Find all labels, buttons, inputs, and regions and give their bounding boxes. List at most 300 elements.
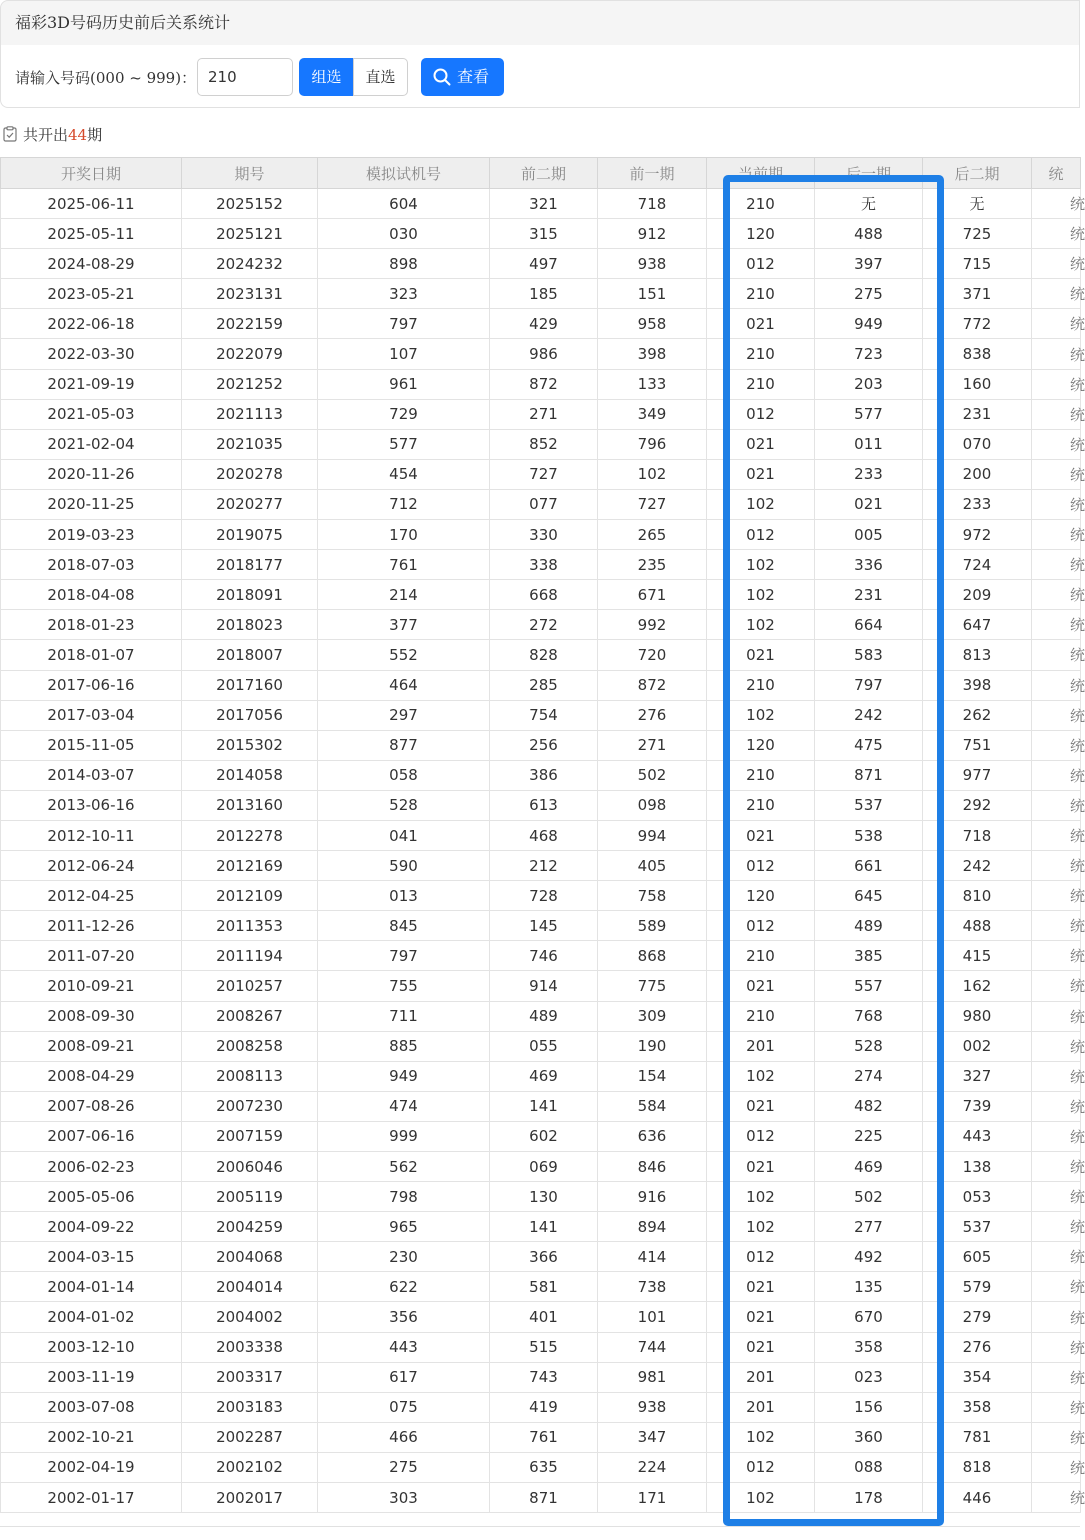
cell-next-one: 664	[815, 610, 923, 640]
cell-issue-number: 2008267	[182, 1001, 318, 1031]
col-test-number: 模拟试机号	[318, 158, 490, 189]
cell-test-number: 356	[318, 1302, 490, 1332]
cell-draw-date: 2004-01-02	[1, 1302, 182, 1332]
cell-next-one: 557	[815, 971, 923, 1001]
cell-draw-date: 2008-04-29	[1, 1061, 182, 1091]
page-title: 福彩3D号码历史前后关系统计	[0, 0, 1080, 46]
cell-prev-two: 489	[490, 1001, 598, 1031]
cell-prev-two: 256	[490, 730, 598, 760]
cell-next-one: 482	[815, 1091, 923, 1121]
cell-draw-date: 2002-04-19	[1, 1452, 182, 1482]
table-row	[1, 1242, 1081, 1272]
cell-prev-two: 468	[490, 820, 598, 850]
cell-test-number: 466	[318, 1422, 490, 1452]
cell-next-one: 203	[815, 369, 923, 399]
cell-draw-date: 2012-04-25	[1, 881, 182, 911]
cell-next-two: 725	[923, 219, 1032, 249]
cell-next-two: 398	[923, 670, 1032, 700]
cell-issue-number: 2017056	[182, 700, 318, 730]
cell-draw-date: 2002-10-21	[1, 1422, 182, 1452]
cell-current: 012	[707, 911, 815, 941]
number-input[interactable]	[197, 58, 293, 96]
table-body	[1, 189, 1085, 1513]
cell-stats: 统	[1032, 1121, 1081, 1151]
cell-next-one: 488	[815, 219, 923, 249]
cell-prev-two: 330	[490, 520, 598, 550]
cell-prev-one: 154	[598, 1061, 707, 1091]
cell-draw-date: 2007-06-16	[1, 1121, 182, 1151]
cell-prev-one: 912	[598, 219, 707, 249]
cell-prev-two: 419	[490, 1392, 598, 1422]
cell-prev-one: 584	[598, 1091, 707, 1121]
table-row	[1, 911, 1081, 941]
table-row	[1, 851, 1081, 881]
cell-next-one: 583	[815, 640, 923, 670]
table-row	[1, 489, 1081, 519]
cell-issue-number: 2004002	[182, 1302, 318, 1332]
cell-prev-one: 738	[598, 1272, 707, 1302]
cell-current: 012	[707, 1121, 815, 1151]
cell-draw-date: 2025-05-11	[1, 219, 182, 249]
cell-prev-two: 497	[490, 249, 598, 279]
cell-next-two: 537	[923, 1212, 1032, 1242]
cell-issue-number: 2019075	[182, 520, 318, 550]
cell-draw-date: 2018-01-07	[1, 640, 182, 670]
cell-issue-number: 2002102	[182, 1452, 318, 1482]
cell-prev-two: 145	[490, 911, 598, 941]
cell-current: 120	[707, 730, 815, 760]
cell-issue-number: 2020277	[182, 489, 318, 519]
table-row	[1, 1272, 1081, 1302]
cell-issue-number: 2004068	[182, 1242, 318, 1272]
cell-next-two: 262	[923, 700, 1032, 730]
cell-prev-one: 405	[598, 851, 707, 881]
cell-next-one: 502	[815, 1182, 923, 1212]
cell-stats: 统	[1032, 309, 1081, 339]
cell-prev-one: 349	[598, 399, 707, 429]
cell-current: 102	[707, 700, 815, 730]
cell-stats: 统	[1032, 369, 1081, 399]
cell-prev-two: 727	[490, 459, 598, 489]
cell-test-number: 041	[318, 820, 490, 850]
cell-next-one: 528	[815, 1031, 923, 1061]
cell-issue-number: 2023131	[182, 279, 318, 309]
table-row	[1, 520, 1081, 550]
cell-current: 021	[707, 429, 815, 459]
cell-next-one: 088	[815, 1452, 923, 1482]
cell-stats: 统	[1032, 820, 1081, 850]
table-row	[1, 1121, 1081, 1151]
cell-test-number: 949	[318, 1061, 490, 1091]
cell-test-number: 622	[318, 1272, 490, 1302]
cell-test-number: 528	[318, 790, 490, 820]
cell-next-two: 977	[923, 760, 1032, 790]
cell-test-number: 275	[318, 1452, 490, 1482]
cell-stats: 统	[1032, 1182, 1081, 1212]
cell-draw-date: 2014-03-07	[1, 760, 182, 790]
cell-next-two: 209	[923, 580, 1032, 610]
cell-prev-one: 727	[598, 489, 707, 519]
cell-test-number: 075	[318, 1392, 490, 1422]
table-row	[1, 1212, 1081, 1242]
table-row	[1, 730, 1081, 760]
cell-test-number: 058	[318, 760, 490, 790]
table-row	[1, 1362, 1081, 1392]
cell-stats: 统	[1032, 339, 1081, 369]
cell-next-two: 718	[923, 820, 1032, 850]
cell-prev-one: 720	[598, 640, 707, 670]
cell-current: 102	[707, 610, 815, 640]
table-header-row	[1, 158, 1081, 189]
cell-next-one: 661	[815, 851, 923, 881]
cell-draw-date: 2018-01-23	[1, 610, 182, 640]
table-row	[1, 369, 1081, 399]
view-button[interactable]	[421, 58, 504, 96]
cell-next-one: 135	[815, 1272, 923, 1302]
cell-prev-two: 469	[490, 1061, 598, 1091]
cell-next-one: 225	[815, 1121, 923, 1151]
cell-next-one: 233	[815, 459, 923, 489]
cell-prev-two: 212	[490, 851, 598, 881]
table-row	[1, 1182, 1081, 1212]
cell-prev-two: 338	[490, 550, 598, 580]
cell-current: 012	[707, 249, 815, 279]
cell-stats: 统	[1032, 1332, 1081, 1362]
cell-next-two: 781	[923, 1422, 1032, 1452]
cell-prev-one: 636	[598, 1121, 707, 1151]
cell-issue-number: 2025121	[182, 219, 318, 249]
cell-next-one: 723	[815, 339, 923, 369]
cell-next-one: 277	[815, 1212, 923, 1242]
direct-mode-button[interactable]: 直选	[353, 58, 408, 96]
cell-stats: 统	[1032, 1392, 1081, 1422]
cell-draw-date: 2010-09-21	[1, 971, 182, 1001]
cell-prev-two: 321	[490, 189, 598, 219]
cell-current: 210	[707, 670, 815, 700]
cell-draw-date: 2024-08-29	[1, 249, 182, 279]
cell-prev-one: 235	[598, 550, 707, 580]
cell-next-two: 818	[923, 1452, 1032, 1482]
cell-issue-number: 2012109	[182, 881, 318, 911]
table-row	[1, 1091, 1081, 1121]
cell-next-two: 358	[923, 1392, 1032, 1422]
cell-stats: 统	[1032, 1212, 1081, 1242]
table-row	[1, 1152, 1081, 1182]
clipboard-icon	[3, 126, 17, 142]
cell-issue-number: 2013160	[182, 790, 318, 820]
cell-test-number: 170	[318, 520, 490, 550]
col-prev-one: 前一期	[598, 158, 707, 189]
cell-stats: 统	[1032, 1242, 1081, 1272]
cell-next-two: 053	[923, 1182, 1032, 1212]
cell-next-two: 292	[923, 790, 1032, 820]
cell-stats: 统	[1032, 1483, 1081, 1513]
cell-next-two: 200	[923, 459, 1032, 489]
cell-current: 201	[707, 1362, 815, 1392]
cell-stats: 统	[1032, 911, 1081, 941]
cell-test-number: 845	[318, 911, 490, 941]
cell-prev-one: 758	[598, 881, 707, 911]
cell-test-number: 999	[318, 1121, 490, 1151]
cell-prev-two: 668	[490, 580, 598, 610]
cell-prev-one: 190	[598, 1031, 707, 1061]
cell-draw-date: 2021-05-03	[1, 399, 182, 429]
cell-stats: 统	[1032, 1001, 1081, 1031]
cell-prev-one: 133	[598, 369, 707, 399]
cell-current: 021	[707, 1152, 815, 1182]
cell-issue-number: 2003183	[182, 1392, 318, 1422]
cell-issue-number: 2004014	[182, 1272, 318, 1302]
cell-test-number: 761	[318, 550, 490, 580]
cell-issue-number: 2022159	[182, 309, 318, 339]
table-row	[1, 1452, 1081, 1482]
table-row	[1, 339, 1081, 369]
cell-prev-two: 746	[490, 941, 598, 971]
cell-prev-two: 315	[490, 219, 598, 249]
cell-next-two: 354	[923, 1362, 1032, 1392]
cell-next-one: 274	[815, 1061, 923, 1091]
cell-stats: 统	[1032, 670, 1081, 700]
cell-test-number: 965	[318, 1212, 490, 1242]
cell-issue-number: 2002017	[182, 1483, 318, 1513]
cell-draw-date: 2017-03-04	[1, 700, 182, 730]
table-row	[1, 1483, 1081, 1513]
table-row	[1, 670, 1081, 700]
cell-stats: 统	[1032, 851, 1081, 881]
cell-next-two: 231	[923, 399, 1032, 429]
col-next-two: 后二期	[923, 158, 1032, 189]
cell-draw-date: 2025-06-11	[1, 189, 182, 219]
cell-next-one: 670	[815, 1302, 923, 1332]
cell-test-number: 107	[318, 339, 490, 369]
search-icon	[433, 68, 451, 86]
cell-next-one: 492	[815, 1242, 923, 1272]
cell-stats: 统	[1032, 1422, 1081, 1452]
cell-stats: 统	[1032, 219, 1081, 249]
cell-issue-number: 2014058	[182, 760, 318, 790]
cell-current: 210	[707, 941, 815, 971]
cell-current: 210	[707, 760, 815, 790]
cell-test-number: 377	[318, 610, 490, 640]
cell-next-two: 138	[923, 1152, 1032, 1182]
cell-draw-date: 2021-09-19	[1, 369, 182, 399]
cell-test-number: 729	[318, 399, 490, 429]
table-row	[1, 309, 1081, 339]
cell-issue-number: 2021252	[182, 369, 318, 399]
cell-prev-two: 613	[490, 790, 598, 820]
cell-prev-one: 589	[598, 911, 707, 941]
cell-stats: 统	[1032, 640, 1081, 670]
history-table	[0, 157, 1085, 1513]
cell-stats: 统	[1032, 1272, 1081, 1302]
cell-next-one: 537	[815, 790, 923, 820]
cell-stats: 统	[1032, 700, 1081, 730]
table-row	[1, 580, 1081, 610]
cell-next-one: 385	[815, 941, 923, 971]
cell-draw-date: 2003-11-19	[1, 1362, 182, 1392]
cell-prev-one: 846	[598, 1152, 707, 1182]
cell-prev-two: 871	[490, 1483, 598, 1513]
cell-issue-number: 2005119	[182, 1182, 318, 1212]
cell-next-two: 无	[923, 189, 1032, 219]
cell-issue-number: 2008258	[182, 1031, 318, 1061]
cell-next-one: 949	[815, 309, 923, 339]
table-row	[1, 1031, 1081, 1061]
cell-prev-one: 958	[598, 309, 707, 339]
cell-issue-number: 2017160	[182, 670, 318, 700]
cell-prev-one: 098	[598, 790, 707, 820]
col-draw-date: 开奖日期	[1, 158, 182, 189]
cell-stats: 统	[1032, 1061, 1081, 1091]
cell-next-one: 577	[815, 399, 923, 429]
cell-draw-date: 2018-04-08	[1, 580, 182, 610]
cell-prev-two: 852	[490, 429, 598, 459]
cell-test-number: 474	[318, 1091, 490, 1121]
cell-prev-two: 761	[490, 1422, 598, 1452]
cell-prev-two: 872	[490, 369, 598, 399]
table-row	[1, 941, 1081, 971]
cell-current: 021	[707, 820, 815, 850]
cell-prev-one: 981	[598, 1362, 707, 1392]
footer-strip	[0, 1526, 1080, 1540]
cell-test-number: 712	[318, 489, 490, 519]
cell-current: 012	[707, 851, 815, 881]
table-row	[1, 790, 1081, 820]
cell-draw-date: 2004-01-14	[1, 1272, 182, 1302]
cell-stats: 统	[1032, 1152, 1081, 1182]
table-row	[1, 1061, 1081, 1091]
cell-current: 102	[707, 580, 815, 610]
cell-draw-date: 2008-09-30	[1, 1001, 182, 1031]
table-row	[1, 640, 1081, 670]
cell-prev-two: 185	[490, 279, 598, 309]
cell-stats: 统	[1032, 459, 1081, 489]
table-row	[1, 189, 1081, 219]
table-row	[1, 1302, 1081, 1332]
cell-prev-two: 986	[490, 339, 598, 369]
cell-next-one: 358	[815, 1332, 923, 1362]
col-prev-two: 前二期	[490, 158, 598, 189]
cell-next-two: 233	[923, 489, 1032, 519]
group-mode-button[interactable]: 组选	[299, 58, 354, 96]
cell-next-two: 751	[923, 730, 1032, 760]
cell-stats: 统	[1032, 1031, 1081, 1061]
cell-prev-two: 055	[490, 1031, 598, 1061]
cell-test-number: 885	[318, 1031, 490, 1061]
cell-prev-one: 718	[598, 189, 707, 219]
cell-issue-number: 2004259	[182, 1212, 318, 1242]
result-count	[3, 124, 102, 145]
cell-stats: 统	[1032, 1091, 1081, 1121]
cell-test-number: 562	[318, 1152, 490, 1182]
cell-prev-two: 069	[490, 1152, 598, 1182]
table-row	[1, 820, 1081, 850]
cell-prev-one: 151	[598, 279, 707, 309]
cell-next-one: 768	[815, 1001, 923, 1031]
cell-issue-number: 2008113	[182, 1061, 318, 1091]
cell-prev-one: 744	[598, 1332, 707, 1362]
cell-prev-one: 102	[598, 459, 707, 489]
cell-prev-one: 171	[598, 1483, 707, 1513]
cell-current: 120	[707, 219, 815, 249]
cell-next-two: 276	[923, 1332, 1032, 1362]
cell-issue-number: 2002287	[182, 1422, 318, 1452]
cell-prev-one: 916	[598, 1182, 707, 1212]
cell-test-number: 464	[318, 670, 490, 700]
cell-stats: 统	[1032, 971, 1081, 1001]
cell-issue-number: 2022079	[182, 339, 318, 369]
cell-current: 120	[707, 881, 815, 911]
cell-next-two: 327	[923, 1061, 1032, 1091]
cell-test-number: 323	[318, 279, 490, 309]
cell-prev-two: 386	[490, 760, 598, 790]
cell-next-one: 023	[815, 1362, 923, 1392]
cell-prev-one: 271	[598, 730, 707, 760]
cell-draw-date: 2020-11-25	[1, 489, 182, 519]
cell-issue-number: 2025152	[182, 189, 318, 219]
cell-draw-date: 2003-07-08	[1, 1392, 182, 1422]
cell-stats: 统	[1032, 249, 1081, 279]
cell-prev-one: 347	[598, 1422, 707, 1452]
cell-current: 021	[707, 971, 815, 1001]
table-row	[1, 1422, 1081, 1452]
cell-prev-two: 743	[490, 1362, 598, 1392]
cell-prev-one: 276	[598, 700, 707, 730]
cell-next-two: 002	[923, 1031, 1032, 1061]
cell-current: 021	[707, 459, 815, 489]
cell-test-number: 552	[318, 640, 490, 670]
cell-current: 102	[707, 1061, 815, 1091]
cell-stats: 统	[1032, 429, 1081, 459]
table-row	[1, 1392, 1081, 1422]
cell-test-number: 297	[318, 700, 490, 730]
cell-test-number: 898	[318, 249, 490, 279]
cell-prev-two: 515	[490, 1332, 598, 1362]
table-row	[1, 459, 1081, 489]
cell-issue-number: 2018091	[182, 580, 318, 610]
cell-prev-one: 992	[598, 610, 707, 640]
cell-test-number: 604	[318, 189, 490, 219]
cell-draw-date: 2019-03-23	[1, 520, 182, 550]
cell-prev-one: 994	[598, 820, 707, 850]
cell-next-two: 715	[923, 249, 1032, 279]
cell-draw-date: 2011-12-26	[1, 911, 182, 941]
cell-draw-date: 2015-11-05	[1, 730, 182, 760]
cell-next-two: 415	[923, 941, 1032, 971]
cell-next-one: 156	[815, 1392, 923, 1422]
cell-current: 021	[707, 1302, 815, 1332]
table-row	[1, 399, 1081, 429]
cell-current: 021	[707, 1272, 815, 1302]
cell-test-number: 877	[318, 730, 490, 760]
cell-draw-date: 2003-12-10	[1, 1332, 182, 1362]
cell-current: 102	[707, 1422, 815, 1452]
cell-issue-number: 2007159	[182, 1121, 318, 1151]
cell-current: 210	[707, 1001, 815, 1031]
cell-next-two: 972	[923, 520, 1032, 550]
cell-next-two: 371	[923, 279, 1032, 309]
cell-prev-one: 502	[598, 760, 707, 790]
cell-test-number: 230	[318, 1242, 490, 1272]
cell-issue-number: 2018023	[182, 610, 318, 640]
cell-next-two: 813	[923, 640, 1032, 670]
cell-draw-date: 2018-07-03	[1, 550, 182, 580]
cell-prev-one: 101	[598, 1302, 707, 1332]
cell-test-number: 797	[318, 309, 490, 339]
cell-draw-date: 2017-06-16	[1, 670, 182, 700]
cell-stats: 统	[1032, 399, 1081, 429]
cell-next-one: 797	[815, 670, 923, 700]
